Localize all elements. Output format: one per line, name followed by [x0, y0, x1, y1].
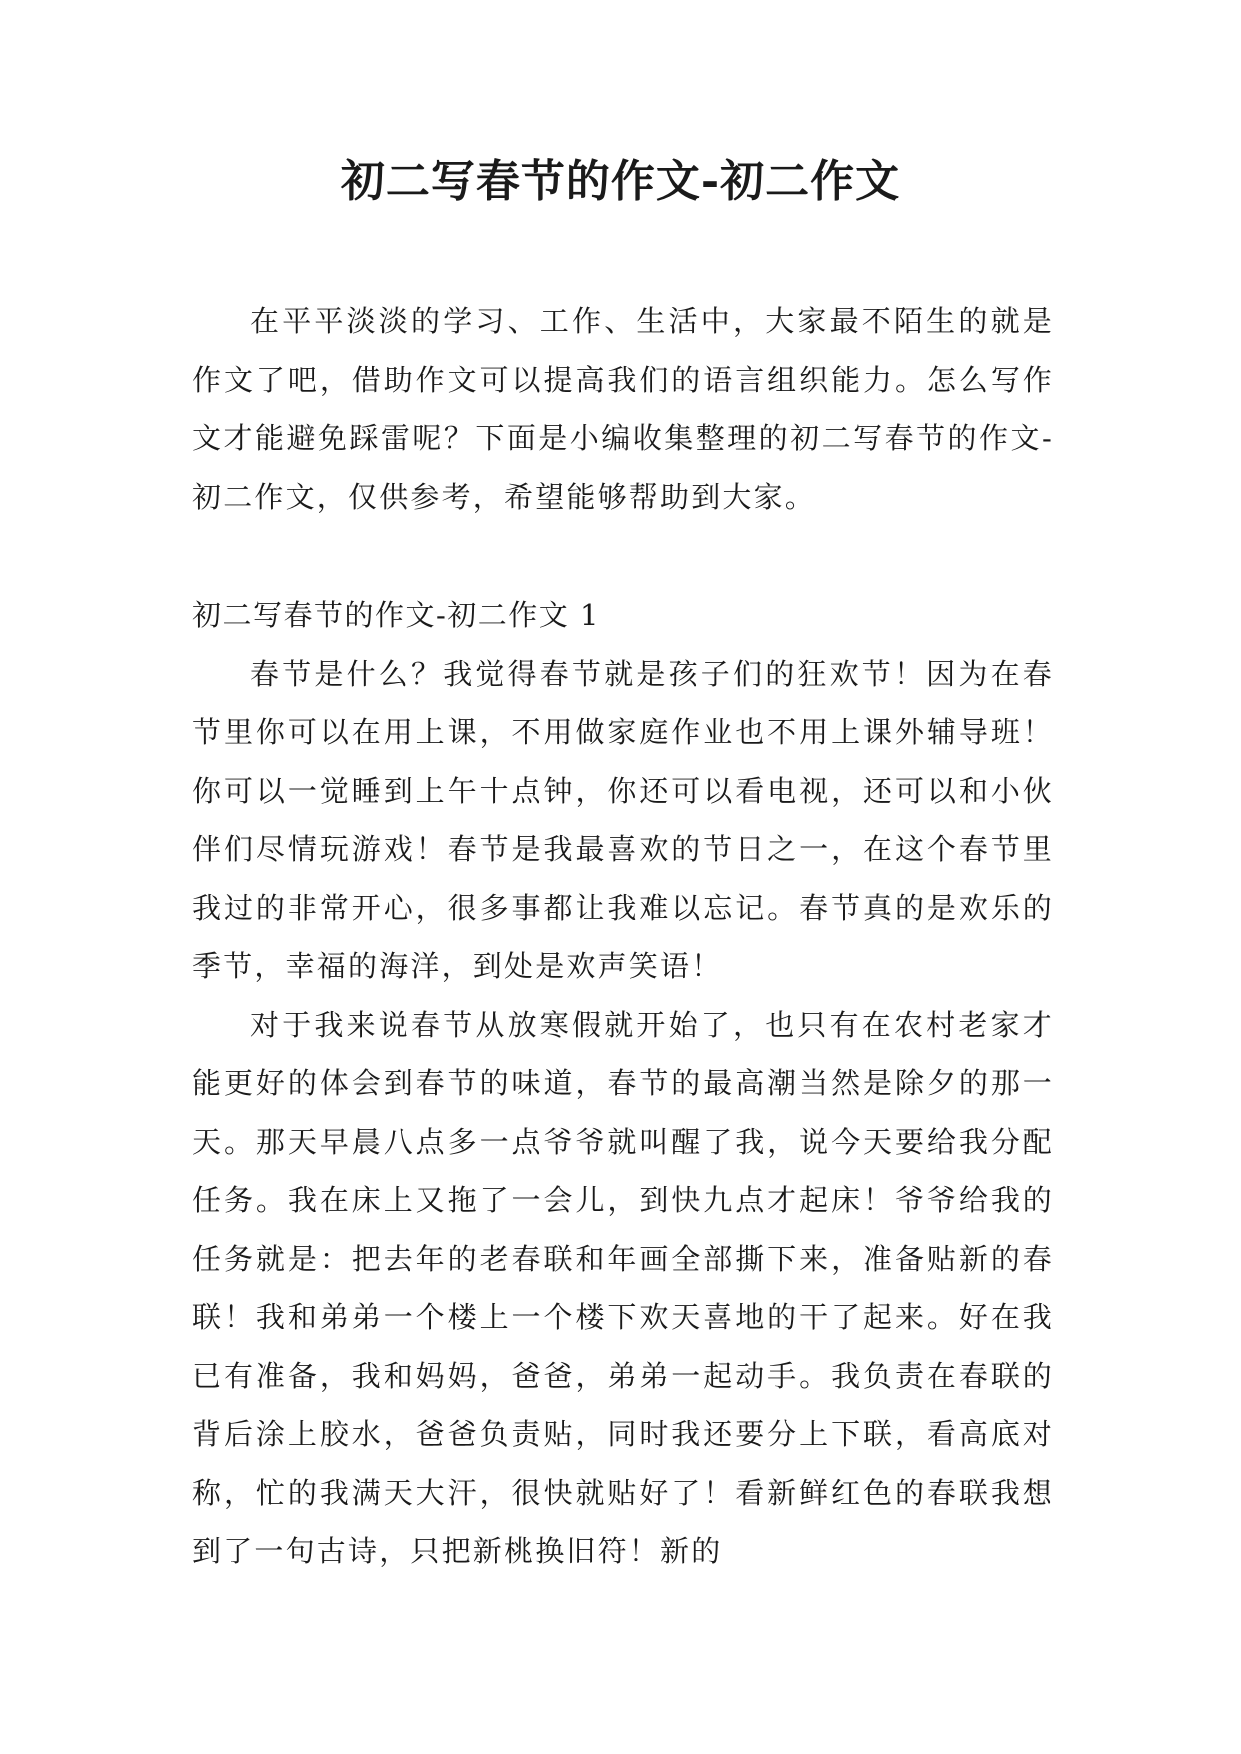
body-paragraph-2: 对于我来说春节从放寒假就开始了，也只有在农村老家才能更好的体会到春节的味道，春节的最高潮当然是除夕的那一天。那天早晨八点多一点爷爷就叫醒了我，说今天要给我分配任务。我在床上又拖了一会儿，到快九点才起床！爷爷给我的任务就是：把去年的老春联和年画全部撕下来，准备贴新的春联！我和弟弟一个楼上一个楼下欢天喜地的干了起来。好在我已有准备，我和妈妈，爸爸，弟弟一起动手。我负责在春联的背后涂上胶水，爸爸负责贴，同时我还要分上下联，看高底对称，忙的我满天大汗，很快就贴好了！看新鲜红色的春联我想到了一句古诗，只把新桃换旧符！新的	[192, 1007, 1054, 1568]
section-heading: 初二写春节的作文-初二作文 1	[192, 598, 600, 632]
document-body	[192, 292, 1054, 1581]
document-title: 初二写春节的作文-初二作文	[340, 156, 901, 207]
intro-paragraph: 在平平淡淡的学习、工作、生活中，大家最不陌生的就是作文了吧，借助作文可以提高我们的语言组织能力。怎么写作文才能避免踩雷呢？下面是小编收集整理的初二写春节的作文-初二作文，仅供参考，希望能够帮助到大家。	[192, 304, 1054, 514]
body-paragraph-1: 春节是什么？我觉得春节就是孩子们的狂欢节！因为在春节里你可以在用上课，不用做家庭作业也不用上课外辅导班！你可以一觉睡到上午十点钟，你还可以看电视，还可以和小伙伴们尽情玩游戏！春节是我最喜欢的节日之一，在这个春节里我过的非常开心，很多事都让我难以忘记。春节真的是欢乐的季节，幸福的海洋，到处是欢声笑语！	[192, 656, 1054, 983]
